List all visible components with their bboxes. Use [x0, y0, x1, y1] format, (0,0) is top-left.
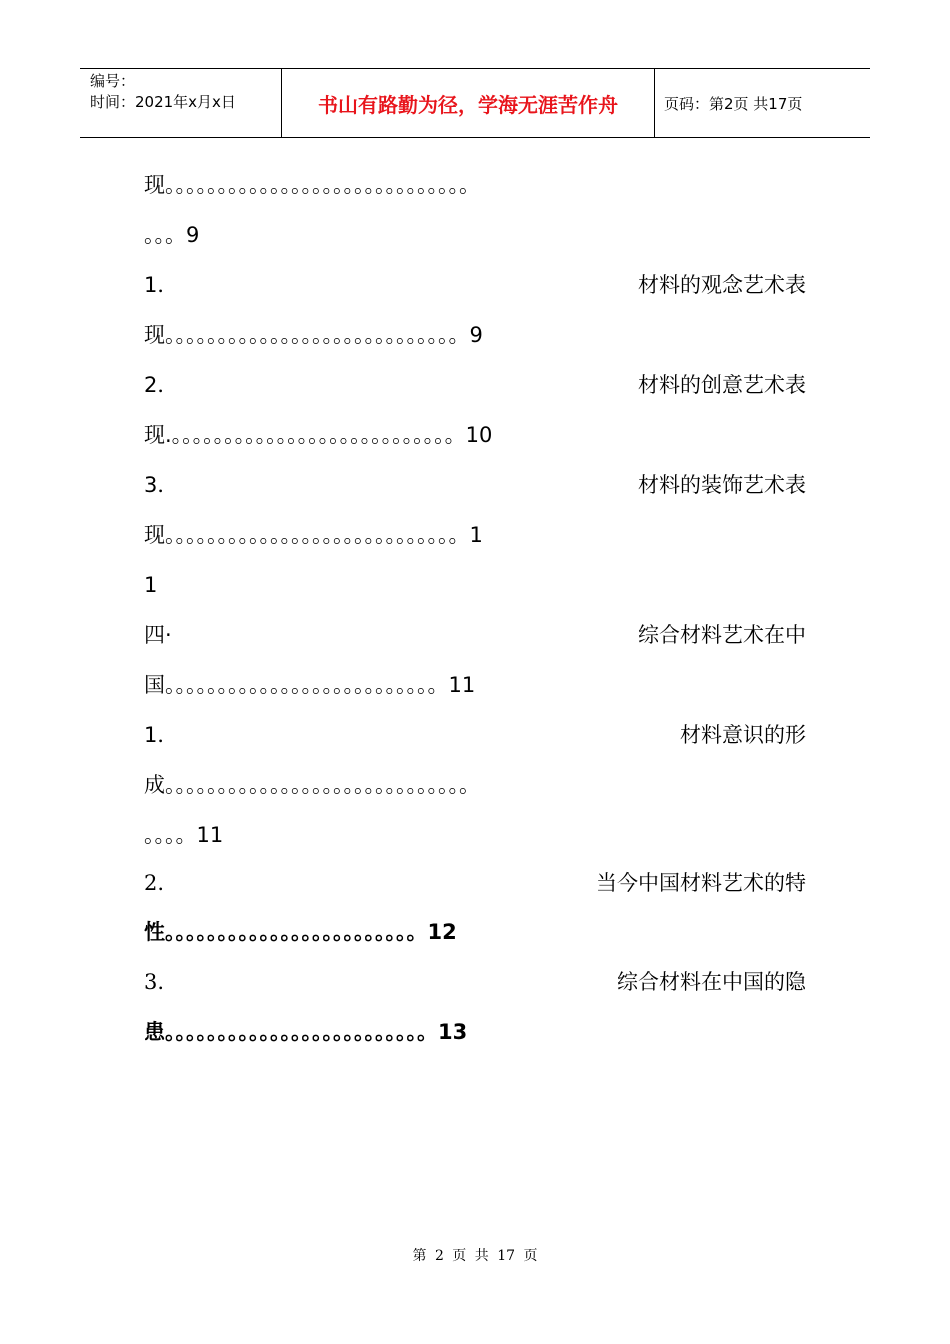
toc-char: 中 [722, 970, 743, 994]
toc-char: 材 [680, 871, 701, 895]
toc-char: 材 [680, 723, 701, 747]
toc-entry [144, 720, 806, 750]
toc-line: 。。。9 [144, 223, 200, 247]
toc-char: 中 [638, 871, 659, 895]
toc-line: 患。。。。。。。。。。。。。。。。。。。。。。。。。13 [144, 1020, 468, 1044]
toc-char: 饰 [722, 473, 743, 497]
toc-char: 材 [659, 970, 680, 994]
toc-char: 装 [701, 473, 722, 497]
toc-char: 识 [743, 723, 764, 747]
toc-char: 材 [638, 473, 659, 497]
toc-separator: ． [157, 373, 179, 397]
toc-separator: ． [157, 273, 179, 297]
toc-char: 术 [764, 473, 785, 497]
toc-entry [144, 967, 806, 997]
toc-line: 现。。。。。。。。。。。。。。。。。。。。。。。。。。。。9 [144, 323, 483, 347]
toc-char: 艺 [743, 273, 764, 297]
toc-char: 国 [659, 871, 680, 895]
toc-number: 1 [144, 273, 158, 297]
toc-char: 特 [785, 871, 806, 895]
toc-char: 意 [722, 373, 743, 397]
toc-char: 表 [785, 473, 806, 497]
toc-line: 现。。。。。。。。。。。。。。。。。。。。。。。。。。。。。 [144, 173, 480, 197]
toc-char: 表 [785, 273, 806, 297]
toc-entry [144, 370, 806, 400]
page-info: 页码：第2页 共17页 [664, 94, 803, 113]
page-footer: 第 2 页 共 17 页 [412, 1248, 538, 1264]
toc-char: 今 [617, 871, 638, 895]
toc-number: 2 [144, 373, 158, 397]
toc-line: 成。。。。。。。。。。。。。。。。。。。。。。。。。。。。。 [144, 773, 480, 797]
toc-line: 现。。。。。。。。。。。。。。。。。。。。。。。。。。。。1 [144, 523, 483, 547]
toc-entry [144, 620, 806, 650]
toc-char: 的 [680, 373, 701, 397]
toc-char: 术 [743, 871, 764, 895]
time-label: 时间：2021年x月x日 [90, 93, 236, 111]
toc-line: 1 [144, 573, 158, 597]
toc-char: 的 [680, 273, 701, 297]
toc-char: 的 [764, 871, 785, 895]
number-label: 编号： [90, 72, 136, 90]
toc-char: 料 [659, 473, 680, 497]
toc-char: 观 [701, 273, 722, 297]
toc-char: 国 [743, 970, 764, 994]
toc-separator: ． [157, 723, 179, 747]
toc-char: 合 [638, 970, 659, 994]
toc-char: 的 [764, 970, 785, 994]
motto: 书山有路勤为径，学海无涯苦作舟 [318, 92, 618, 117]
toc-entry [144, 868, 806, 898]
toc-char: 材 [680, 623, 701, 647]
toc-number: 2. [144, 871, 165, 895]
toc-char: 的 [680, 473, 701, 497]
toc-char: 的 [764, 723, 785, 747]
toc-char: 料 [680, 970, 701, 994]
toc-char: 表 [785, 373, 806, 397]
toc-char: 在 [764, 623, 785, 647]
toc-char: 料 [701, 723, 722, 747]
toc-char: 意 [722, 723, 743, 747]
toc-entry [144, 470, 806, 500]
toc-char: 艺 [722, 623, 743, 647]
toc-char: 术 [743, 623, 764, 647]
toc-separator: · [165, 623, 172, 647]
toc-number: 四 [144, 623, 165, 647]
header-meta [90, 71, 236, 113]
toc-char: 料 [659, 373, 680, 397]
toc-separator: ． [157, 473, 179, 497]
toc-number: 3 [144, 473, 158, 497]
toc-number: 1 [144, 723, 158, 747]
toc-line: 现.。。。。。。。。。。。。。。。。。。。。。。。。。。。10 [144, 423, 493, 447]
page-header [80, 68, 870, 138]
toc-char: 综 [617, 970, 638, 994]
toc-char: 念 [722, 273, 743, 297]
toc-char: 形 [785, 723, 806, 747]
toc-line: 性。。。。。。。。。。。。。。。。。。。。。。。。12 [144, 920, 457, 944]
toc-char: 艺 [722, 871, 743, 895]
toc-char: 合 [659, 623, 680, 647]
toc-char: 料 [701, 623, 722, 647]
toc-char: 中 [785, 623, 806, 647]
toc-char: 在 [701, 970, 722, 994]
toc-char: 术 [764, 273, 785, 297]
toc-char: 术 [764, 373, 785, 397]
toc-char: 艺 [743, 373, 764, 397]
header-page-info [664, 69, 802, 137]
toc-char: 艺 [743, 473, 764, 497]
toc-line: 国。。。。。。。。。。。。。。。。。。。。。。。。。。11 [144, 673, 476, 697]
toc-char: 材 [638, 373, 659, 397]
toc-number: 3. [144, 970, 165, 994]
toc-char: 综 [638, 623, 659, 647]
toc-char: 材 [638, 273, 659, 297]
toc-char: 当 [596, 871, 617, 895]
toc-char: 创 [701, 373, 722, 397]
toc-entry [144, 270, 806, 300]
header-motto-cell [281, 69, 655, 137]
toc-char: 料 [701, 871, 722, 895]
toc-char: 料 [659, 273, 680, 297]
toc-char: 隐 [785, 970, 806, 994]
toc-line: 。。。。11 [144, 823, 224, 847]
